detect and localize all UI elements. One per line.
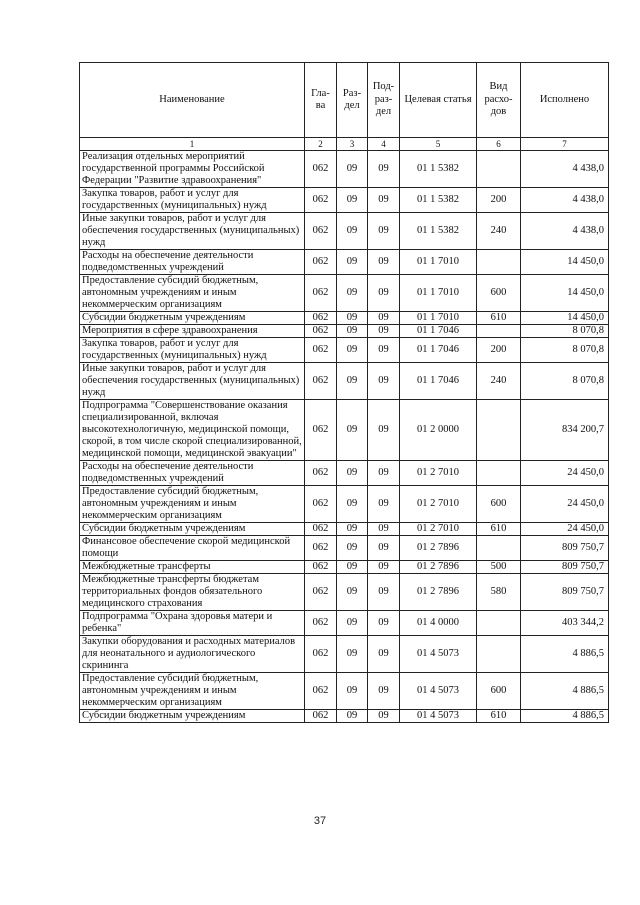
row-razdel-cell: 09 <box>337 363 368 400</box>
column-number: 4 <box>368 138 400 151</box>
row-podrazdel-cell: 09 <box>368 213 400 250</box>
row-razdel-cell: 09 <box>337 338 368 363</box>
row-podrazdel-cell: 09 <box>368 188 400 213</box>
row-name-cell: Закупки оборудования и расходных материалов для неонатального и аудиологического скрининга <box>80 636 305 673</box>
row-glava-cell: 062 <box>305 213 337 250</box>
row-vid-cell: 610 <box>477 710 521 723</box>
row-podrazdel-cell: 09 <box>368 275 400 312</box>
row-name-cell: Предоставление субсидий бюджетным, автономным учреждениям и иным некоммерческим организациям <box>80 275 305 312</box>
header-name: Наименование <box>80 63 305 138</box>
row-razdel-cell: 09 <box>337 250 368 275</box>
row-amount-cell: 4 438,0 <box>521 151 609 188</box>
table-row <box>80 710 609 723</box>
row-amount-cell: 403 344,2 <box>521 611 609 636</box>
row-target-cell: 01 2 7010 <box>400 486 477 523</box>
row-razdel-cell: 09 <box>337 574 368 611</box>
column-number: 7 <box>521 138 609 151</box>
row-podrazdel-cell: 09 <box>368 574 400 611</box>
table-row <box>80 536 609 561</box>
row-razdel-cell: 09 <box>337 325 368 338</box>
row-target-cell: 01 2 7010 <box>400 523 477 536</box>
row-amount-cell: 14 450,0 <box>521 312 609 325</box>
row-name-cell: Субсидии бюджетным учреждениям <box>80 312 305 325</box>
table-row <box>80 312 609 325</box>
row-amount-cell: 8 070,8 <box>521 363 609 400</box>
row-podrazdel-cell: 09 <box>368 325 400 338</box>
row-vid-cell: 200 <box>477 188 521 213</box>
row-amount-cell: 809 750,7 <box>521 574 609 611</box>
row-name-cell: Межбюджетные трансферты бюджетам территориальных фондов обязательного медицинского страхования <box>80 574 305 611</box>
row-vid-cell <box>477 536 521 561</box>
row-vid-cell <box>477 400 521 461</box>
row-name-cell: Финансовое обеспечение скорой медицинской помощи <box>80 536 305 561</box>
row-razdel-cell: 09 <box>337 151 368 188</box>
row-glava-cell: 062 <box>305 536 337 561</box>
row-razdel-cell: 09 <box>337 536 368 561</box>
row-vid-cell: 500 <box>477 561 521 574</box>
table-row <box>80 461 609 486</box>
table-body <box>80 151 609 723</box>
row-vid-cell <box>477 611 521 636</box>
page-number: 37 <box>313 815 327 827</box>
row-amount-cell: 8 070,8 <box>521 338 609 363</box>
row-amount-cell: 4 886,5 <box>521 673 609 710</box>
row-target-cell: 01 1 7010 <box>400 312 477 325</box>
header-done: Исполнено <box>521 63 609 138</box>
row-glava-cell: 062 <box>305 461 337 486</box>
header-target: Целевая статья <box>400 63 477 138</box>
row-razdel-cell: 09 <box>337 312 368 325</box>
table-row <box>80 338 609 363</box>
row-name-cell: Расходы на обеспечение деятельности подведомственных учреждений <box>80 250 305 275</box>
column-number: 1 <box>80 138 305 151</box>
row-razdel-cell: 09 <box>337 275 368 312</box>
row-name-cell: Межбюджетные трансферты <box>80 561 305 574</box>
row-glava-cell: 062 <box>305 188 337 213</box>
row-glava-cell: 062 <box>305 523 337 536</box>
row-amount-cell: 14 450,0 <box>521 250 609 275</box>
row-amount-cell: 24 450,0 <box>521 486 609 523</box>
row-target-cell: 01 1 7010 <box>400 250 477 275</box>
row-name-cell: Закупка товаров, работ и услуг для государственных (муниципальных) нужд <box>80 338 305 363</box>
header-glava: Гла-ва <box>305 63 337 138</box>
row-name-cell: Иные закупки товаров, работ и услуг для обеспечения государственных (муниципальных) нужд <box>80 213 305 250</box>
row-glava-cell: 062 <box>305 312 337 325</box>
row-podrazdel-cell: 09 <box>368 710 400 723</box>
row-vid-cell <box>477 250 521 275</box>
row-podrazdel-cell: 09 <box>368 363 400 400</box>
row-vid-cell <box>477 636 521 673</box>
row-target-cell: 01 1 5382 <box>400 188 477 213</box>
row-target-cell: 01 1 7046 <box>400 325 477 338</box>
table-row <box>80 636 609 673</box>
row-glava-cell: 062 <box>305 561 337 574</box>
row-name-cell: Субсидии бюджетным учреждениям <box>80 523 305 536</box>
row-name-cell: Подпрограмма "Совершенствование оказания специализированной, включая высокотехнологичную, медицинской помощи, скорой, в том числе скорой специализированной, медицинской помощи, медицинской эвакуации" <box>80 400 305 461</box>
table-row <box>80 611 609 636</box>
table-row <box>80 673 609 710</box>
row-target-cell: 01 2 7896 <box>400 574 477 611</box>
row-glava-cell: 062 <box>305 400 337 461</box>
row-razdel-cell: 09 <box>337 710 368 723</box>
row-name-cell: Субсидии бюджетным учреждениям <box>80 710 305 723</box>
row-amount-cell: 809 750,7 <box>521 561 609 574</box>
row-amount-cell: 4 438,0 <box>521 188 609 213</box>
column-number: 6 <box>477 138 521 151</box>
row-name-cell: Предоставление субсидий бюджетным, автономным учреждениям и иным некоммерческим организациям <box>80 486 305 523</box>
row-razdel-cell: 09 <box>337 611 368 636</box>
row-target-cell: 01 4 5073 <box>400 710 477 723</box>
row-vid-cell: 580 <box>477 574 521 611</box>
table-row <box>80 561 609 574</box>
header-razdel: Раз-дел <box>337 63 368 138</box>
row-razdel-cell: 09 <box>337 673 368 710</box>
row-name-cell: Иные закупки товаров, работ и услуг для обеспечения государственных (муниципальных) нужд <box>80 363 305 400</box>
row-glava-cell: 062 <box>305 325 337 338</box>
row-podrazdel-cell: 09 <box>368 536 400 561</box>
table-row <box>80 400 609 461</box>
row-razdel-cell: 09 <box>337 561 368 574</box>
row-vid-cell <box>477 461 521 486</box>
header-row <box>80 63 609 138</box>
table-row <box>80 325 609 338</box>
row-name-cell: Расходы на обеспечение деятельности подведомственных учреждений <box>80 461 305 486</box>
row-podrazdel-cell: 09 <box>368 673 400 710</box>
row-glava-cell: 062 <box>305 338 337 363</box>
table-row <box>80 151 609 188</box>
row-amount-cell: 14 450,0 <box>521 275 609 312</box>
row-target-cell: 01 4 5073 <box>400 673 477 710</box>
table-row <box>80 523 609 536</box>
row-podrazdel-cell: 09 <box>368 523 400 536</box>
row-target-cell: 01 1 5382 <box>400 151 477 188</box>
row-amount-cell: 4 886,5 <box>521 636 609 673</box>
row-razdel-cell: 09 <box>337 400 368 461</box>
row-podrazdel-cell: 09 <box>368 486 400 523</box>
row-target-cell: 01 1 7010 <box>400 275 477 312</box>
column-number: 2 <box>305 138 337 151</box>
row-razdel-cell: 09 <box>337 213 368 250</box>
row-podrazdel-cell: 09 <box>368 636 400 673</box>
table-row <box>80 574 609 611</box>
row-target-cell: 01 1 5382 <box>400 213 477 250</box>
row-podrazdel-cell: 09 <box>368 561 400 574</box>
row-vid-cell: 610 <box>477 523 521 536</box>
column-number: 3 <box>337 138 368 151</box>
row-vid-cell <box>477 151 521 188</box>
row-amount-cell: 4 438,0 <box>521 213 609 250</box>
column-number-row <box>80 138 609 151</box>
row-amount-cell: 809 750,7 <box>521 536 609 561</box>
row-glava-cell: 062 <box>305 275 337 312</box>
row-amount-cell: 8 070,8 <box>521 325 609 338</box>
row-razdel-cell: 09 <box>337 636 368 673</box>
row-amount-cell: 24 450,0 <box>521 461 609 486</box>
row-target-cell: 01 2 7010 <box>400 461 477 486</box>
row-razdel-cell: 09 <box>337 486 368 523</box>
row-amount-cell: 4 886,5 <box>521 710 609 723</box>
row-glava-cell: 062 <box>305 486 337 523</box>
row-glava-cell: 062 <box>305 250 337 275</box>
row-amount-cell: 834 200,7 <box>521 400 609 461</box>
row-vid-cell: 200 <box>477 338 521 363</box>
row-amount-cell: 24 450,0 <box>521 523 609 536</box>
table-row <box>80 188 609 213</box>
row-name-cell: Подпрограмма "Охрана здоровья матери и ребенка" <box>80 611 305 636</box>
row-glava-cell: 062 <box>305 151 337 188</box>
row-target-cell: 01 2 0000 <box>400 400 477 461</box>
row-name-cell: Реализация отдельных мероприятий государственной программы Российской Федерации "Развитие здравоохранения" <box>80 151 305 188</box>
row-vid-cell: 610 <box>477 312 521 325</box>
row-podrazdel-cell: 09 <box>368 400 400 461</box>
row-name-cell: Закупка товаров, работ и услуг для государственных (муниципальных) нужд <box>80 188 305 213</box>
row-glava-cell: 062 <box>305 611 337 636</box>
table-row <box>80 213 609 250</box>
row-razdel-cell: 09 <box>337 523 368 536</box>
row-name-cell: Мероприятия в сфере здравоохранения <box>80 325 305 338</box>
table-row <box>80 363 609 400</box>
row-name-cell: Предоставление субсидий бюджетным, автономным учреждениям и иным некоммерческим организациям <box>80 673 305 710</box>
table-row <box>80 486 609 523</box>
row-vid-cell: 240 <box>477 213 521 250</box>
row-podrazdel-cell: 09 <box>368 338 400 363</box>
row-glava-cell: 062 <box>305 363 337 400</box>
row-vid-cell: 600 <box>477 673 521 710</box>
header-vid: Вид расхо-дов <box>477 63 521 138</box>
table-row <box>80 275 609 312</box>
budget-table <box>79 62 609 723</box>
row-razdel-cell: 09 <box>337 188 368 213</box>
row-vid-cell <box>477 325 521 338</box>
row-target-cell: 01 2 7896 <box>400 536 477 561</box>
row-vid-cell: 600 <box>477 275 521 312</box>
row-glava-cell: 062 <box>305 574 337 611</box>
row-target-cell: 01 2 7896 <box>400 561 477 574</box>
row-glava-cell: 062 <box>305 673 337 710</box>
row-podrazdel-cell: 09 <box>368 250 400 275</box>
row-target-cell: 01 4 0000 <box>400 611 477 636</box>
row-podrazdel-cell: 09 <box>368 151 400 188</box>
row-target-cell: 01 4 5073 <box>400 636 477 673</box>
row-glava-cell: 062 <box>305 636 337 673</box>
column-number: 5 <box>400 138 477 151</box>
row-razdel-cell: 09 <box>337 461 368 486</box>
row-target-cell: 01 1 7046 <box>400 363 477 400</box>
row-podrazdel-cell: 09 <box>368 461 400 486</box>
row-vid-cell: 600 <box>477 486 521 523</box>
row-podrazdel-cell: 09 <box>368 312 400 325</box>
row-glava-cell: 062 <box>305 710 337 723</box>
row-vid-cell: 240 <box>477 363 521 400</box>
table-row <box>80 250 609 275</box>
header-podrazdel: Под-раз-дел <box>368 63 400 138</box>
row-target-cell: 01 1 7046 <box>400 338 477 363</box>
row-podrazdel-cell: 09 <box>368 611 400 636</box>
